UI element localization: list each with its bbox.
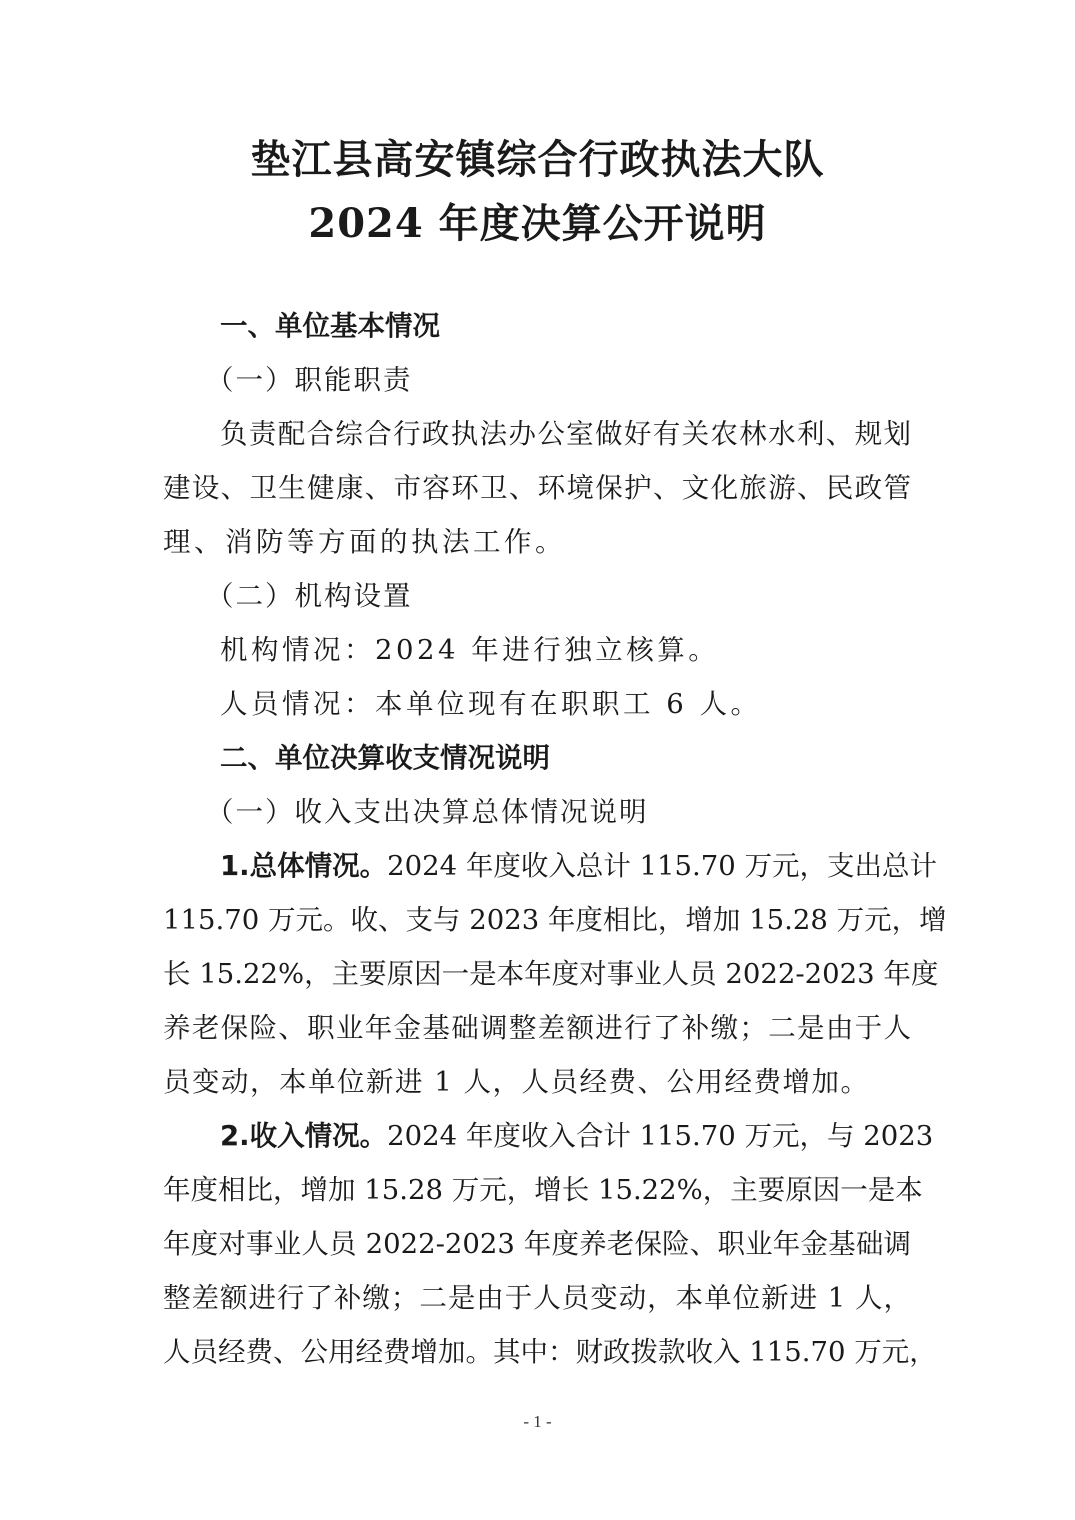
paragraph-line: 年度对事业人员 2022-2023 年度养老保险、职业年金基础调 — [163, 1228, 911, 1260]
section-2-sub-1: （一）收入支出决算总体情况说明 — [206, 796, 649, 828]
paragraph-line: 长 15.22%，主要原因一是本年度对事业人员 2022-2023 年度 — [163, 958, 939, 990]
paragraph-text: 2024 年度收入总计 115.70 万元，支出总计 — [387, 850, 938, 882]
section-2-heading: 二、单位决算收支情况说明 — [220, 742, 550, 774]
paragraph-line: 员变动，本单位新进 1 人，人员经费、公用经费增加。 — [163, 1066, 870, 1098]
page-number: - 1 - — [523, 1412, 552, 1431]
paragraph-text: 2024 年度收入合计 115.70 万元，与 2023 — [387, 1120, 934, 1152]
paragraph-line: 机构情况：2024 年进行独立核算。 — [220, 634, 720, 666]
paragraph-line — [220, 846, 938, 886]
paragraph-line: 整差额进行了补缴；二是由于人员变动，本单位新进 1 人， — [163, 1282, 911, 1314]
paragraph-line: 养老保险、职业年金基础调整差额进行了补缴；二是由于人 — [163, 1012, 911, 1044]
document-title-line-2: 2024 年度决算公开说明 — [308, 200, 767, 247]
document-title-line-1: 垫江县高安镇综合行政执法大队 — [250, 136, 825, 183]
section-1-sub-1: （一）职能职责 — [206, 364, 413, 396]
paragraph-line: 理、消防等方面的执法工作。 — [163, 526, 566, 558]
paragraph-line: 人员情况：本单位现有在职职工 6 人。 — [220, 688, 762, 720]
section-1-sub-2: （二）机构设置 — [206, 580, 413, 612]
paragraph-line: 115.70 万元。收、支与 2023 年度相比，增加 15.28 万元，增 — [163, 904, 947, 936]
paragraph-lead: 1.总体情况。 — [220, 850, 388, 882]
paragraph-line — [220, 1116, 934, 1156]
paragraph-line: 建设、卫生健康、市容环卫、环境保护、文化旅游、民政管 — [163, 472, 911, 504]
paragraph-line: 人员经费、公用经费增加。其中：财政拨款收入 115.70 万元， — [163, 1336, 937, 1368]
paragraph-lead: 2.收入情况。 — [220, 1120, 388, 1152]
paragraph-line: 年度相比，增加 15.28 万元，增长 15.22%，主要原因一是本 — [163, 1174, 923, 1206]
paragraph-line: 负责配合综合行政执法办公室做好有关农林水利、规划 — [220, 418, 911, 450]
section-1-heading: 一、单位基本情况 — [220, 310, 440, 342]
